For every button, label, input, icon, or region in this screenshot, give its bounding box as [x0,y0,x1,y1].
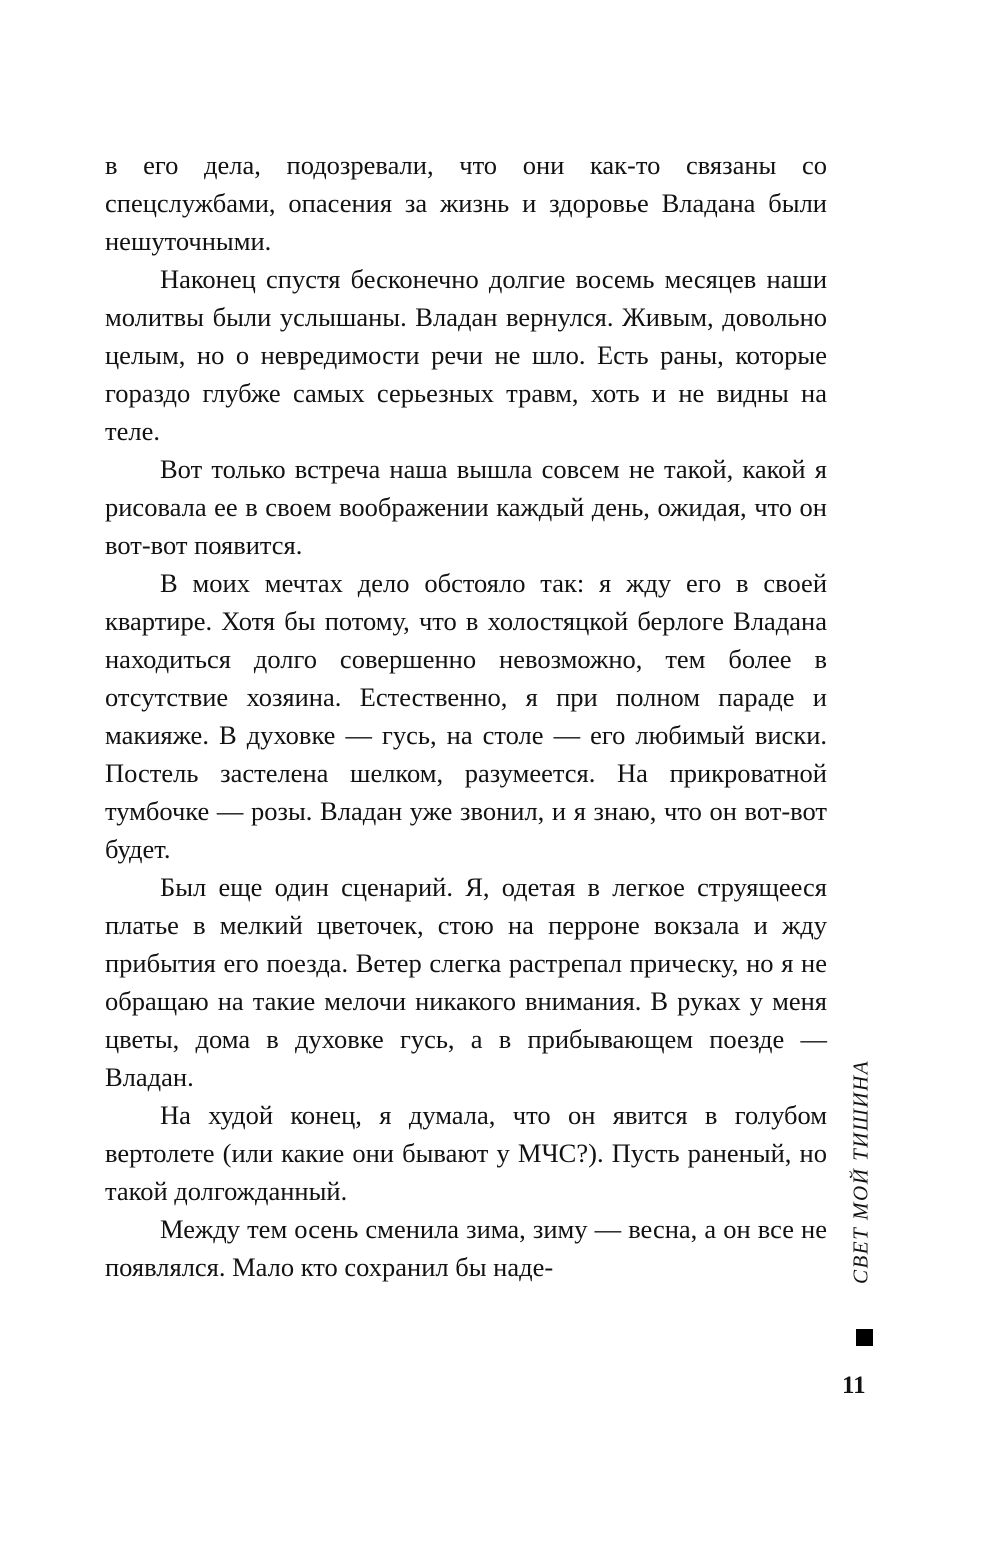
paragraph: На худой конец, я думала, что он явится в голубом вертолете (или какие они бывают у МЧС?). Пусть раненый, но такой долгожданный. [105,1100,827,1206]
paragraph: Вот только встреча наша вышла совсем не такой, какой я рисовала ее в своем воображении каждый день, ожидая, что он вот-вот появится. [105,454,827,560]
section-marker-square [856,1329,873,1346]
paragraph: в его дела, подозревали, что они как-то связаны со спецслужбами, опасения за жизнь и здоровье Владана были нешуточными. [105,150,827,256]
running-title-vertical [846,1036,876,1308]
book-title-text: СВЕТ МОЙ ТИШИНА [848,1059,873,1285]
paragraph: Был еще один сценарий. Я, одетая в легкое струящееся платье в мелкий цветочек, стою на перроне вокзала и жду прибытия его поезда. Ветер слегка растрепал прическу, но я не обращаю на такие мелочи никакого внимания. В руках у меня цветы, дома в духовке гусь, а в прибывающем поезде — Владан. [105,872,827,1092]
paragraph: В моих мечтах дело обстояло так: я жду его в своей квартире. Хотя бы потому, что в холостяцкой берлоге Владана находиться долго совершенно невозможно, тем более в отсутствие хозяина. Естественно, я при полном параде и макияже. В духовке — гусь, на столе — его любимый виски. Постель застелена шелком, разумеется. На прикроватной тумбочке — розы. Владан уже звонил, и я знаю, что он вот-вот будет. [105,568,827,864]
page-number: 11 [842,1372,866,1399]
paragraph: Между тем осень сменила зима, зиму — весна, а он все не появлялся. Мало кто сохранил бы наде- [105,1214,827,1282]
body-text [105,146,827,1286]
paragraph: Наконец спустя бесконечно долгие восемь месяцев наши молитвы были услышаны. Владан вернулся. Живым, довольно целым, но о невредимости речи не шло. Есть раны, которые гораздо глубже самых серьезных травм, хоть и не видны на теле. [105,264,827,446]
